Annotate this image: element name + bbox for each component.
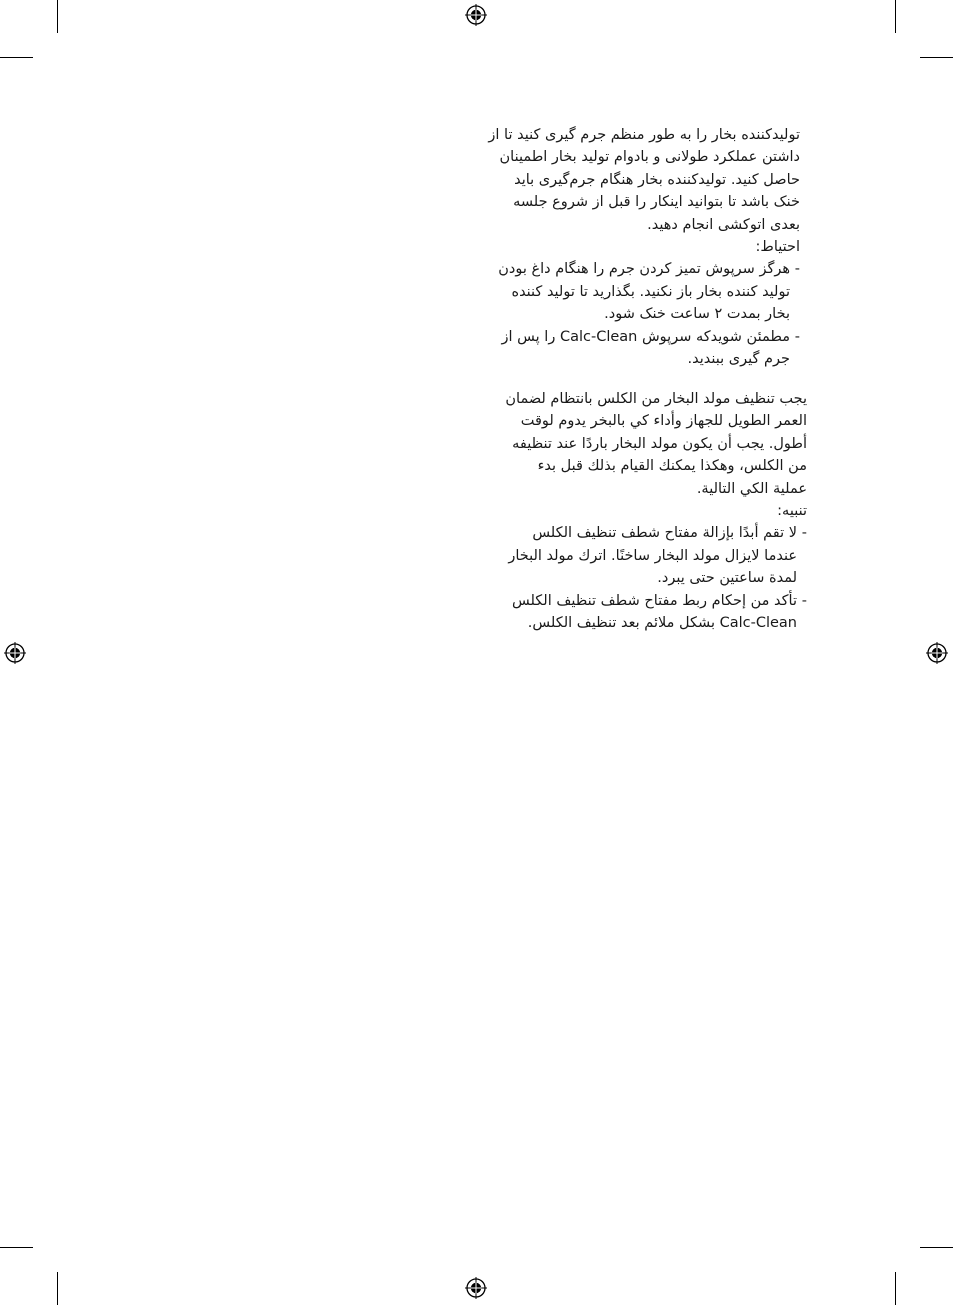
farsi-bullet-1-line-1 [500, 258, 800, 280]
farsi-bullet-2-line-1 [500, 326, 800, 348]
bullet-text: هرگز سرپوش تمیز کردن جرم را هنگام داغ بودن [498, 261, 790, 278]
arabic-bullet-1-line-2: عندما لايزال مولد البخار ساخنًا. اترك مولد البخار [508, 547, 797, 564]
bullet-text: تأكد من إحكام ربط مفتاح شطف تنظيف الكلس [512, 592, 797, 609]
arabic-paragraph-line-4: من الكلس، وهكذا يمكنك القيام بذلك قبل بدء [537, 458, 807, 475]
crop-mark-top-left-v [57, 0, 58, 33]
registration-mark-bottom-icon [465, 1277, 487, 1299]
arabic-bullet-2-line-1 [507, 590, 807, 612]
crop-mark-top-right-h [920, 57, 953, 58]
bullet-dash: - [801, 525, 807, 542]
arabic-paragraph-line-2: العمر الطويل للجهاز وأداء كي بالبخر يدوم لوقت [520, 413, 807, 430]
crop-mark-top-right-v [895, 0, 896, 33]
farsi-caution-heading: احتیاط: [755, 238, 800, 255]
farsi-paragraph-line-4: خنک باشد تا بتوانید اینکار را قبل از شروع جلسه [513, 194, 800, 211]
arabic-bullet-1-line-3: لمدة ساعتين حتى يبرد. [657, 570, 797, 587]
bullet-dash: - [794, 328, 800, 345]
bullet-text: مطمئن شویدکه سرپوش Calc-Clean را پس از [501, 328, 790, 345]
crop-mark-top-left-h [0, 57, 33, 58]
farsi-paragraph-line-5: بعدی اتوکشی انجام دهید. [647, 216, 800, 233]
arabic-bullet-1-line-1 [507, 522, 807, 544]
registration-mark-left-icon [4, 642, 26, 664]
farsi-bullet-1-line-2: تولید کننده بخار باز نکنید. بگذارید تا تولید کننده [511, 283, 790, 300]
farsi-paragraph-line-2: داشتن عملکرد طولانی و بادوام تولید بخار اطمینان [499, 149, 800, 166]
crop-mark-bottom-left-v [57, 1272, 58, 1305]
farsi-bullet-1-line-3: بخار بمدت ۲ ساعت خنک شود. [604, 306, 790, 323]
bullet-dash: - [794, 261, 800, 278]
arabic-caution-heading: تنبيه: [777, 502, 807, 519]
arabic-bullet-2-line-2: Calc-Clean بشكل ملائم بعد تنظيف الكلس. [527, 614, 797, 631]
bullet-text: لا تقم أبدًا بإزالة مفتاح شطف تنظيف الكلس [532, 525, 797, 542]
crop-mark-bottom-right-h [920, 1247, 953, 1248]
arabic-paragraph-line-3: أطول. يجب أن يكون مولد البخار باردًا عند تنظيفه [512, 435, 807, 452]
crop-mark-bottom-left-h [0, 1247, 33, 1248]
bullet-dash: - [801, 592, 807, 609]
farsi-paragraph-line-3: حاصل کنید. تولیدکننده بخار هنگام جرم‌گیری باید [514, 171, 800, 188]
arabic-section [507, 388, 807, 634]
farsi-section [488, 124, 800, 370]
arabic-paragraph-line-1: يجب تنظيف مولد البخار من الكلس بانتظام لضمان [505, 391, 807, 407]
crop-mark-bottom-right-v [895, 1272, 896, 1305]
registration-mark-right-icon [926, 642, 948, 664]
registration-mark-top-icon [465, 4, 487, 26]
arabic-paragraph-line-5: عملية الكي التالية. [696, 480, 807, 497]
farsi-bullet-2-line-2: جرم گیری ببندید. [687, 350, 790, 367]
farsi-paragraph-line-1: تولیدکننده بخار را به طور منظم جرم گیری کنید تا از [488, 127, 800, 143]
